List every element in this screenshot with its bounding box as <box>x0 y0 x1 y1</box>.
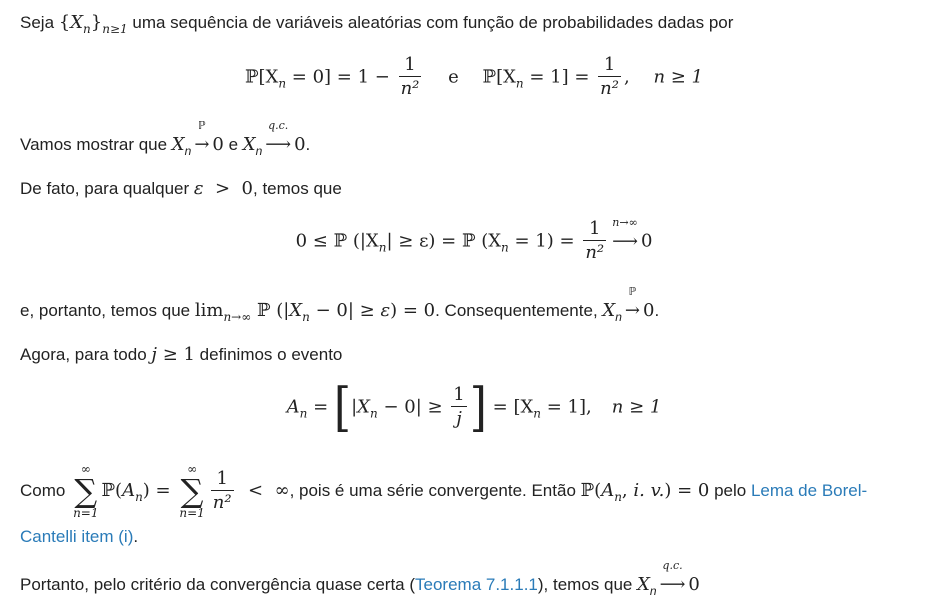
sequence-notation: $\{X_n\}_{n\ge 1}$ <box>58 12 128 36</box>
eq1-and: e <box>448 66 459 88</box>
p5-text-b: definimos o evento <box>194 345 343 364</box>
p4-text-b: . Consequentemente, <box>435 301 603 320</box>
p5-text-a: Agora, para todo <box>20 345 152 364</box>
qc-arrow-1: q.c. ⟶ <box>265 119 292 155</box>
paragraph-1 <box>20 12 733 40</box>
eq1-den-1: n² <box>400 78 420 99</box>
eq1-frac-1 <box>399 54 422 101</box>
prob-arrow-2: ℙ → <box>624 285 640 321</box>
sum1-upper: ∞ <box>80 462 91 476</box>
paragraph-4: e, portanto, temos que $\lim_{n\to\infty}$ ℙ $(|X_n - 0| \ge \varepsilon) = 0$. Consequentemente, $X_n$ ℙ → 0. <box>20 285 660 324</box>
p2-text-a: Vamos mostrar que <box>20 135 172 154</box>
p6-end: . <box>133 527 139 546</box>
eq2-rhs: 0 <box>640 230 653 252</box>
equation-2: 0 ≤ ℙ $(|X_n| \ge \varepsilon)$ = ℙ $(X_n = 1)$ = $\frac{1}{\text{n²}}$ n→∞ ⟶ 0 <box>295 215 653 263</box>
p7-text-a: Portanto, pelo critério da convergência quase certa ( <box>20 575 416 594</box>
eq1-num-2: 1 <box>603 54 616 75</box>
eq2-num: 1 <box>588 218 601 239</box>
paragraph-5: Agora, para todo j ≥ 1 definimos o evento <box>20 344 343 365</box>
eq2-mid2: = 1) = <box>508 230 581 252</box>
eq3-lhs: A <box>286 396 300 418</box>
eq2-frac <box>583 218 606 265</box>
eq3-num: 1 <box>453 384 465 405</box>
p1-text-b: uma sequência de variáveis aleatórias com função de probabilidades dadas por <box>127 13 734 32</box>
theorem-link[interactable]: Teorema 7.1.1.1 <box>415 575 538 594</box>
qc-arrow-2-label: q.c. <box>662 559 683 572</box>
prob-arrow-1: ℙ → <box>194 119 210 155</box>
sum2-lower: n=1 <box>179 506 205 520</box>
p4-text-a: e, portanto, temos que <box>20 301 195 320</box>
eq3-rhs2: = 1], <box>541 396 592 418</box>
qc-arrow-1-label: q.c. <box>268 119 289 132</box>
eq2-den: n² <box>585 242 605 263</box>
p6-text-c: pelo <box>709 481 751 500</box>
eq3-den: j <box>451 406 466 431</box>
sum2-upper: ∞ <box>187 462 198 476</box>
borel-cantelli-link-2[interactable]: Cantelli item (i) <box>20 527 134 546</box>
eq2-mid: | ≥ ε) = ℙ (X <box>386 230 502 252</box>
eq3-frac <box>451 384 466 431</box>
eq2-lhs: 0 ≤ ℙ (|X <box>295 230 379 252</box>
p6-text-b: , pois é uma série convergente. Então <box>289 481 581 500</box>
equation-3: $A_n = [|X_n - 0|$ ≥ $\frac{1}{j}$ ] = $[X_n = 1]$, n ≥ 1 <box>286 376 662 438</box>
eq1-cond: n ≥ 1 <box>653 66 704 88</box>
equation-1: $ℙ[X_n = 0] = 1$ − $\frac{1}{\text{n²}}$ e $ℙ[X_n = 1]$ = $\frac{1}{\text{n²}}$ , n ≥ 1 <box>244 54 704 99</box>
p2-mid: e <box>223 135 243 154</box>
p6-num: 1 <box>216 467 228 489</box>
p6-den: n² <box>212 491 232 513</box>
p3-text-a: De fato, para qualquer <box>20 179 194 198</box>
paragraph-7: Portanto, pelo critério da convergência quase certa (Teorema 7.1.1.1), temos que $X_n$ q.c. ⟶ 0 <box>20 559 700 598</box>
paragraph-3: De fato, para qualquer ε > 0, temos que <box>20 178 342 199</box>
p4-end: . <box>654 301 660 320</box>
eq1-lhs-a: ℙ[X <box>244 66 279 88</box>
eq1-den-2: n² <box>600 78 619 99</box>
p6-frac <box>211 468 234 515</box>
paragraph-6-cont <box>20 526 138 548</box>
prob-arrow-2-label: ℙ <box>628 285 637 298</box>
qc-arrow-2: q.c. ⟶ <box>659 559 686 595</box>
p7-text-b: ), temos que <box>537 575 638 594</box>
eq1-lhs-b: ℙ[X <box>482 66 516 88</box>
eq1-zero: = 0] = 1 − <box>286 66 396 88</box>
eq1-one: = 1] = <box>523 66 596 88</box>
paragraph-6: Como ∞ ∑ n=1 $ℙ(A_n)$ = ∞ ∑ n=1 $\frac{1}{\text{n²}}$ < ∞, pois é uma série convergente. Então $ℙ(A_n$, i. v.) = 0 pelo Lema de Borel- <box>20 462 868 520</box>
p2-end: . <box>305 135 311 154</box>
sum-operator-1: ∞ ∑ n=1 <box>73 462 99 520</box>
paragraph-2: Vamos mostrar que $X_n$ ℙ → 0 e $X_n$ q.c. ⟶ 0. <box>20 119 311 158</box>
limit-arrow-label: n→∞ <box>612 215 638 229</box>
sum-operator-2: ∞ ∑ n=1 <box>179 462 205 520</box>
eq1-num-1: 1 <box>404 54 416 75</box>
eq3-rhs: = [X <box>492 396 534 418</box>
eq1-frac-2 <box>598 54 621 101</box>
prob-arrow-1-label: ℙ <box>198 119 206 132</box>
sum1-lower: n=1 <box>73 506 99 520</box>
limit-arrow: n→∞ ⟶ <box>612 215 638 252</box>
borel-cantelli-link-1[interactable]: Lema de Borel- <box>750 481 868 500</box>
p6-text-a: Como <box>20 481 71 500</box>
p1-text-a: Seja <box>20 13 59 32</box>
eq3-cond: n ≥ 1 <box>611 396 662 418</box>
p3-text-b: , temos que <box>253 179 342 198</box>
